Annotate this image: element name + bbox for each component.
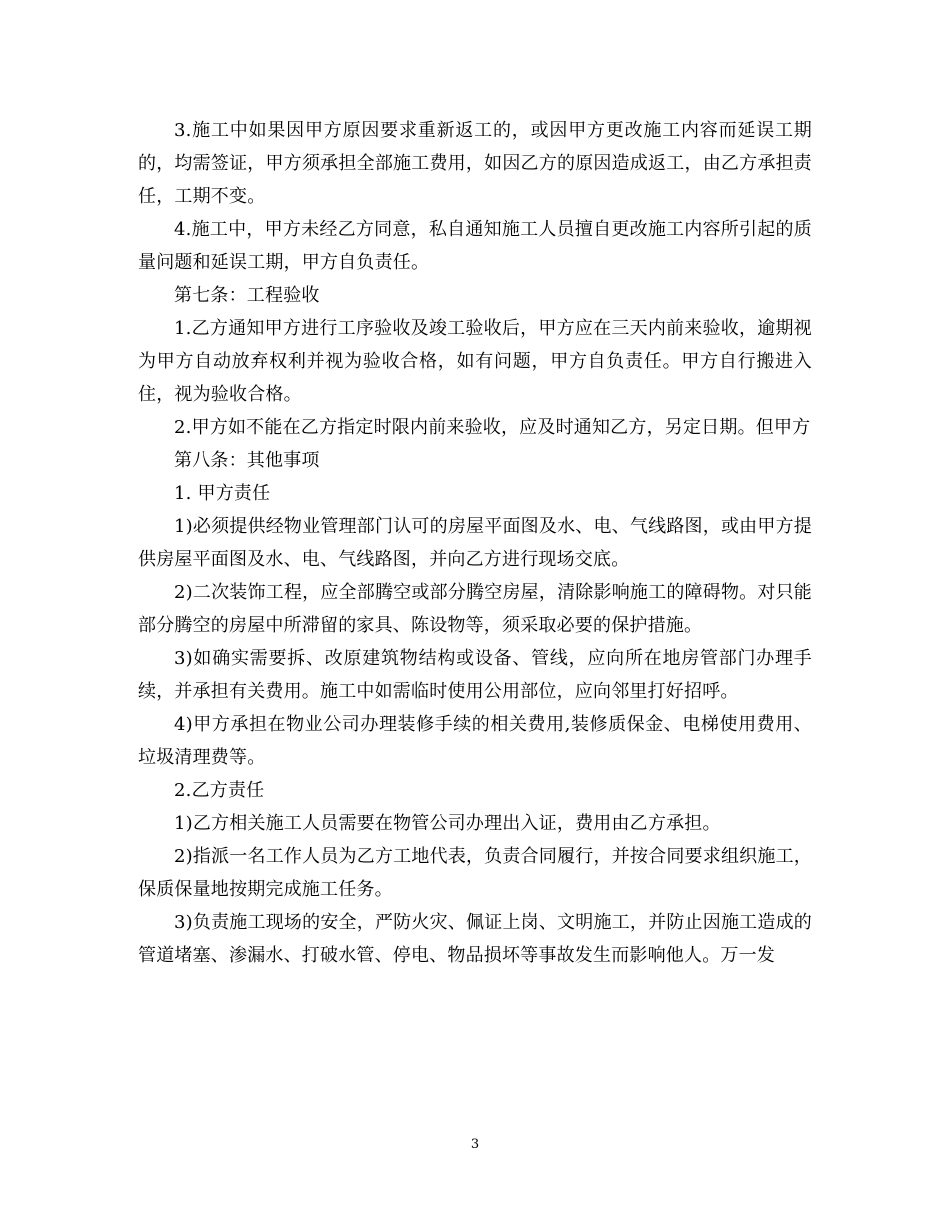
heading-article-eight: 第八条：其他事项 [174, 450, 320, 471]
paragraph-party-a-item-3: 3)如确实需要拆、改原建筑物结构或设备、管线，应向所在地房管部门办理手续，并承担有关费用。施工中如需临时使用公用部位，应向邻里打好招呼。 [138, 648, 812, 702]
paragraph-party-a-item-4: 4)甲方承担在物业公司办理装修手续的相关费用,装修质保金、电梯使用费用、垃圾清理费等。 [138, 714, 812, 768]
paragraph-rework-costs: 3.施工中如果因甲方原因要求重新返工的，或因甲方更改施工内容而延误工期的，均需签证，甲方须承担全部施工费用，如因乙方的原因造成返工，由乙方承担责任，工期不变。 [138, 120, 812, 207]
heading-party-b-responsibility: 2.乙方责任 [174, 780, 265, 801]
document-body [138, 114, 812, 972]
paragraph-unauthorized-changes: 4.施工中，甲方未经乙方同意，私自通知施工人员擅自更改施工内容所引起的质量问题和延误工期，甲方自负责任。 [138, 219, 812, 273]
paragraph-party-b-item-3: 3)负责施工现场的安全，严防火灾、佩证上岗、文明施工，并防止因施工造成的管道堵塞、渗漏水、打破水管、停电、物品损坏等事故发生而影响他人。万一发 [138, 912, 812, 966]
paragraph-inspection-reschedule: 2.甲方如不能在乙方指定时限内前来验收，应及时通知乙方，另定日期。但甲方 [174, 417, 811, 438]
paragraph-party-b-item-1: 1)乙方相关施工人员需要在物管公司办理出入证，费用由乙方承担。 [174, 813, 721, 834]
paragraph-party-a-item-2: 2)二次装饰工程，应全部腾空或部分腾空房屋，清除影响施工的障碍物。对只能部分腾空的房屋中所滞留的家具、陈设物等，须采取必要的保护措施。 [138, 582, 812, 636]
heading-article-seven: 第七条：工程验收 [174, 285, 320, 306]
paragraph-party-b-item-2: 2)指派一名工作人员为乙方工地代表，负责合同履行，并按合同要求组织施工，保质保量地按期完成施工任务。 [138, 846, 812, 900]
page-number: 3 [470, 1137, 480, 1152]
paragraph-party-a-item-1: 1)必须提供经物业管理部门认可的房屋平面图及水、电、气线路图，或由甲方提供房屋平面图及水、电、气线路图，并向乙方进行现场交底。 [138, 516, 812, 570]
paragraph-inspection-notice: 1.乙方通知甲方进行工序验收及竣工验收后，甲方应在三天内前来验收，逾期视为甲方自动放弃权利并视为验收合格，如有问题，甲方自负责任。甲方自行搬进入住，视为验收合格。 [138, 318, 812, 405]
heading-party-a-responsibility: 1. 甲方责任 [174, 483, 271, 504]
